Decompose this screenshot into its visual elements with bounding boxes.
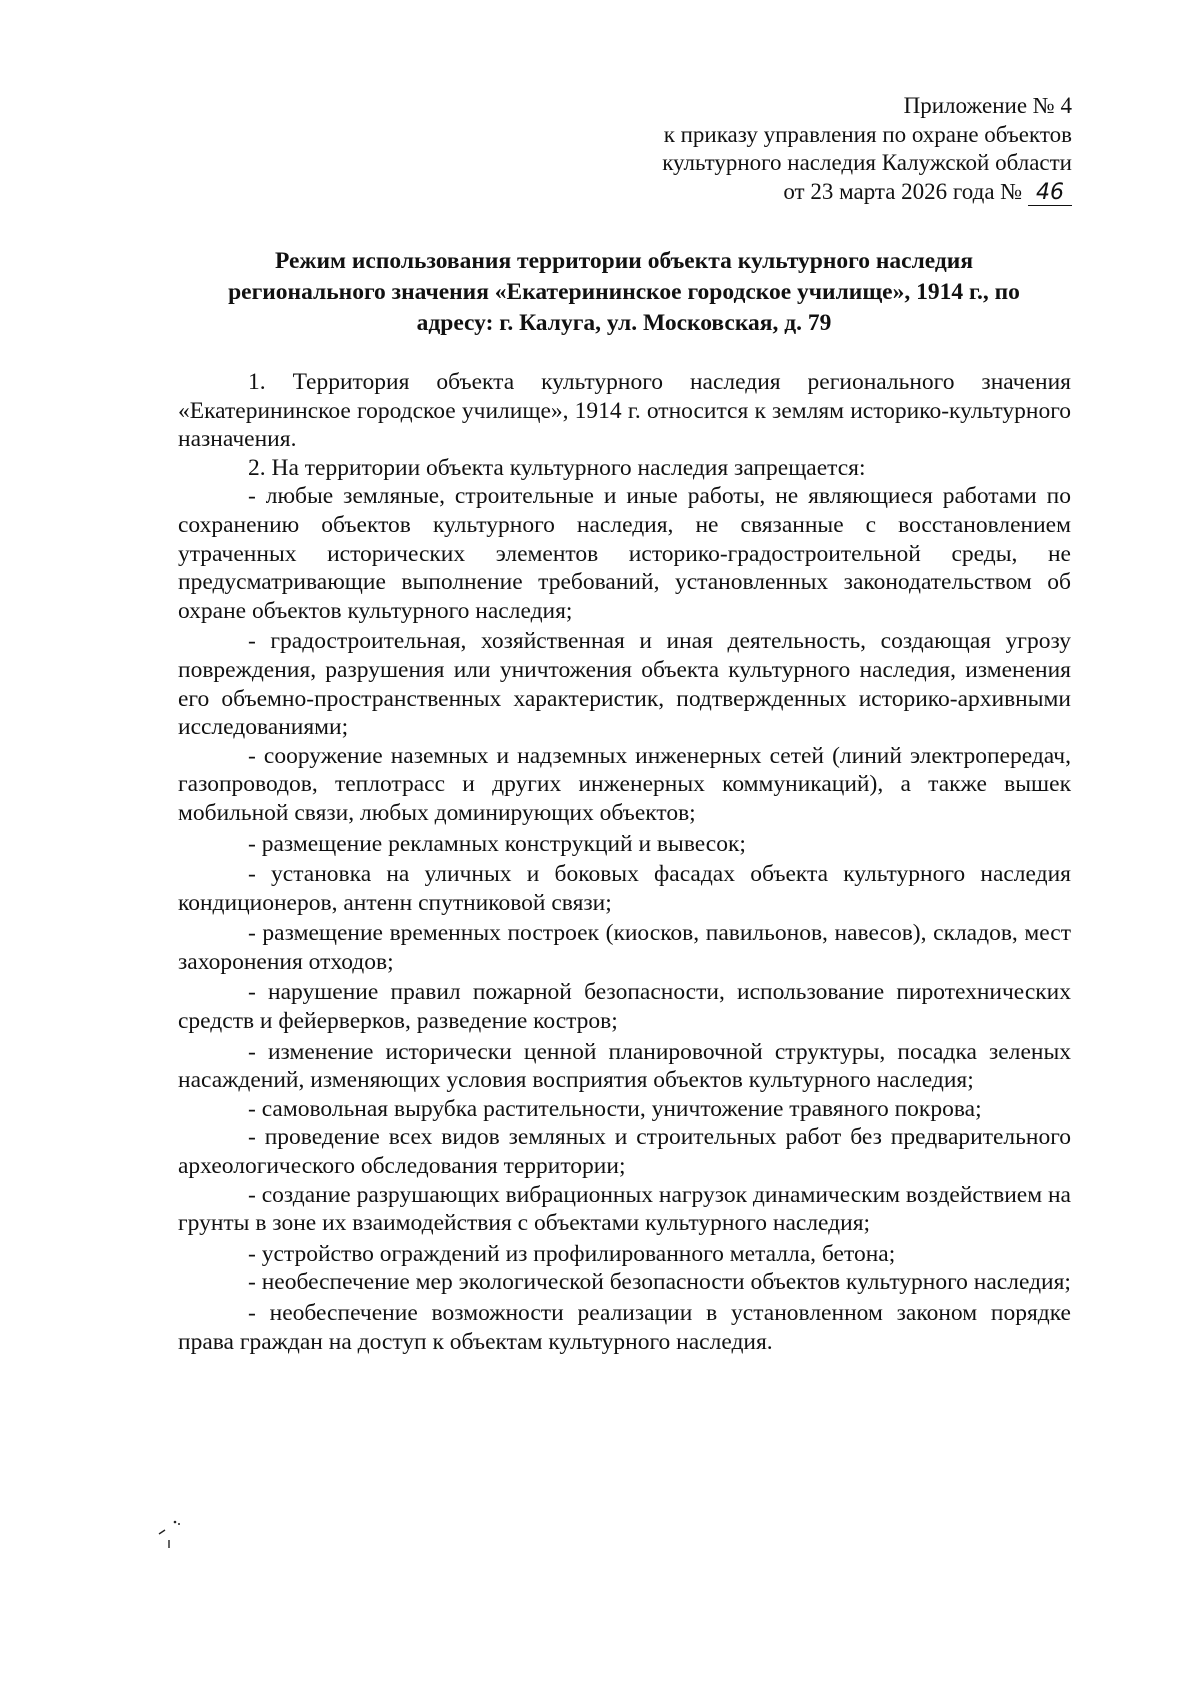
appendix-date: от 23 марта 2026 года № [783, 178, 1023, 204]
list-item: - необеспечение мер экологической безопасности объектов культурного наследия; [248, 1269, 1071, 1296]
appendix-number: Приложение № 4 [903, 93, 1072, 118]
appendix-order-ref: к приказу управления по охране объектов [663, 121, 1072, 147]
paragraph-territory: 1. Территория объекта культурного наследия регионального значения «Екатерининское городское училище», 1914 г. относится к землям историко-культурного назначения. [178, 369, 1071, 453]
appendix-header [662, 92, 1072, 206]
list-item: - необеспечение возможности реализации в установленном законом порядке права граждан на доступ к объектам культурного наследия. [178, 1300, 1071, 1355]
document-title [176, 246, 1072, 339]
list-item: - устройство ограждений из профилированного металла, бетона; [248, 1240, 896, 1267]
list-item: - размещение рекламных конструкций и вывесок; [248, 830, 746, 857]
title-line-3: адресу: г. Калуга, ул. Московская, д. 79 [416, 310, 832, 336]
list-item: - установка на уличных и боковых фасадах объекта культурного наследия кондиционеров, антенн спутниковой связи; [178, 861, 1071, 916]
appendix-authority: культурного наследия Калужской области [662, 150, 1072, 175]
list-item: - создание разрушающих вибрационных нагрузок динамическим воздействием на грунты в зоне их взаимодействия с объектами культурного наследия; [178, 1181, 1071, 1237]
handwritten-order-number: 46 [1028, 181, 1072, 206]
list-item: - проведение всех видов земляных и строительных работ без предварительного археологического обследования территории; [178, 1124, 1071, 1180]
document-body [178, 368, 1071, 1356]
title-line-1: Режим использования территории объекта культурного наследия [274, 248, 974, 274]
list-item: - размещение временных построек (киосков, павильонов, навесов), складов, мест захоронения отходов; [178, 920, 1071, 975]
list-item: - самовольная вырубка растительности, уничтожение травяного покрова; [248, 1095, 982, 1122]
scan-artifact [155, 1518, 185, 1568]
list-item: - градостроительная, хозяйственная и иная деятельность, создающая угрозу повреждения, разрушения или уничтожения объекта культурного наследия, изменения его объемно-пространственных характеристик, подтвержденных историко-архивными исследованиями; [178, 628, 1071, 741]
appendix-date-line [662, 178, 1072, 207]
list-item: - изменение исторически ценной планировочной структуры, посадка зеленых насаждений, изменяющих условия восприятия объектов культурного наследия; [178, 1038, 1071, 1094]
list-item: - сооружение наземных и надземных инженерных сетей (линий электропередач, газопроводов, теплотрасс и других инженерных коммуникаций), а также вышек мобильной связи, любых доминирующих объектов; [178, 742, 1071, 826]
paragraph-prohibitions-intro: 2. На территории объекта культурного наследия запрещается: [248, 454, 866, 481]
title-line-2: регионального значения «Екатерининское городское училище», 1914 г., по [228, 279, 1020, 305]
list-item: - любые земляные, строительные и иные работы, не являющиеся работами по сохранению объектов культурного наследия, не связанные с восстановлением утраченных исторических элементов историко-градостроительной среды, не предусматривающие выполнение требований, установленных законодательством об охране объектов культурного наследия; [178, 483, 1071, 624]
list-item: - нарушение правил пожарной безопасности, использование пиротехнических средств и фейерверков, разведение костров; [178, 979, 1071, 1035]
